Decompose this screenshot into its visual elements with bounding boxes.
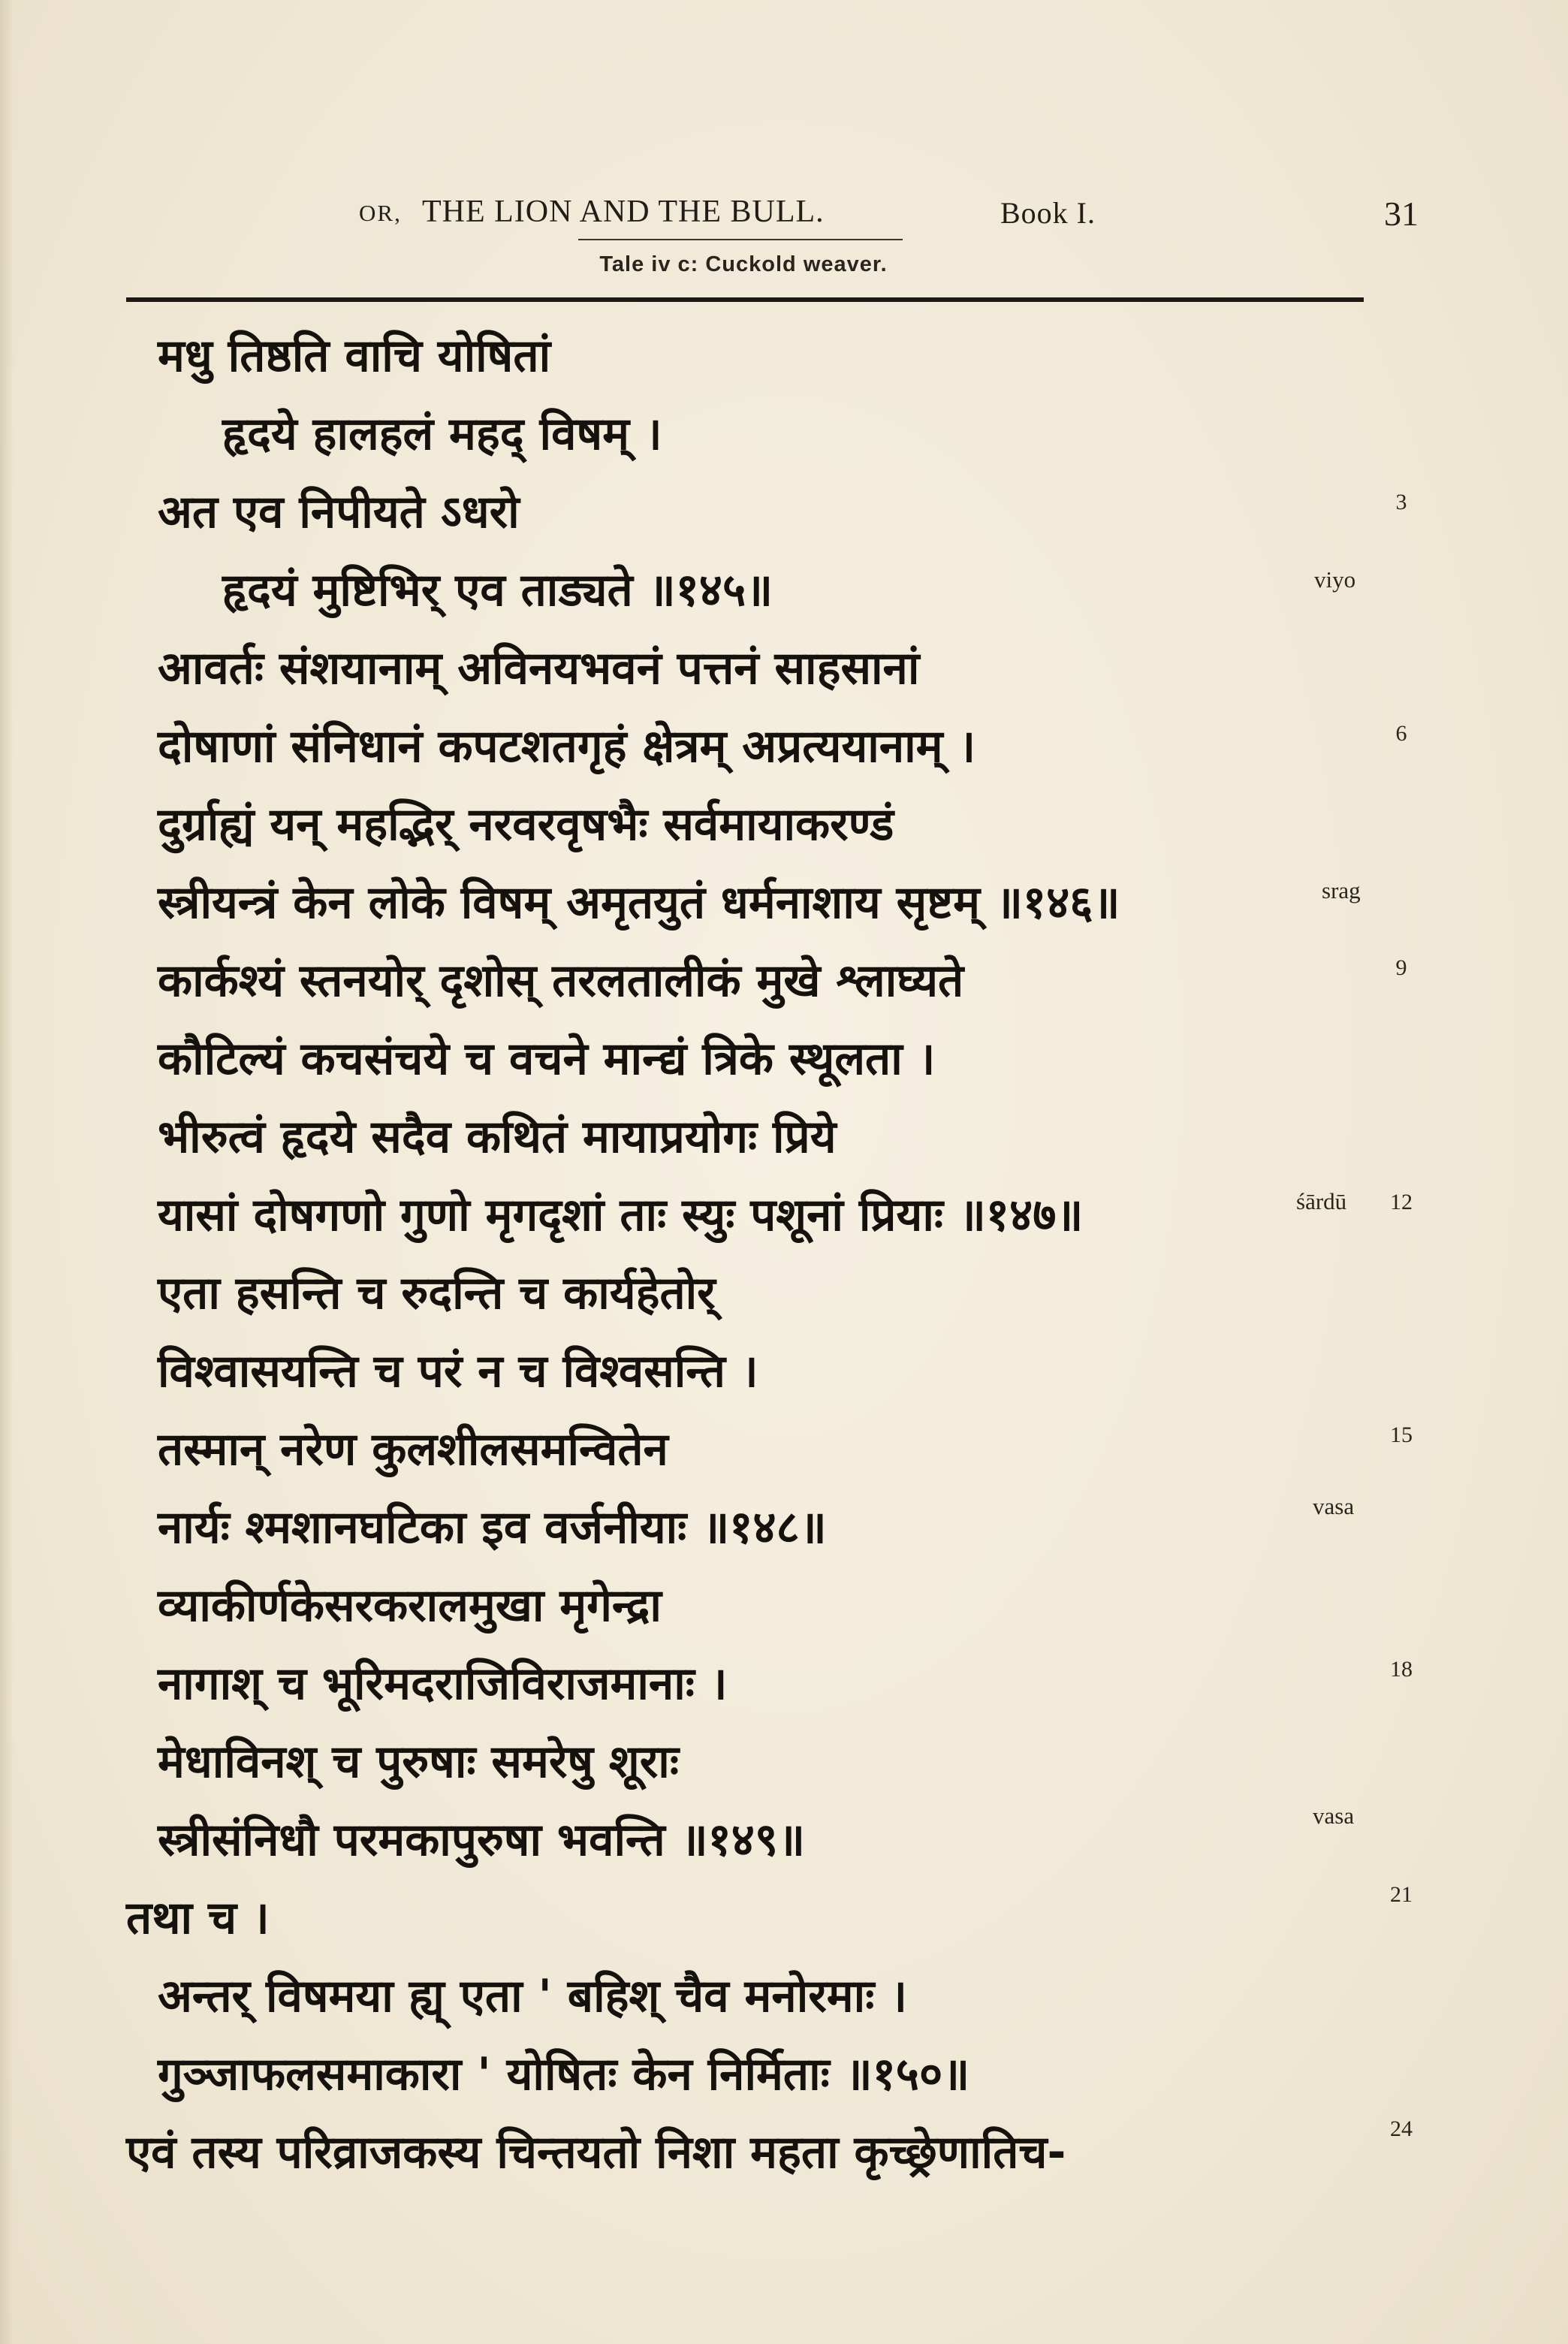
- prose-line: तथा च ।: [126, 1892, 270, 1944]
- metre-label: śārdū: [1296, 1188, 1347, 1214]
- verse-line: नार्यः श्मशानघटिका इव वर्जनीयाः ॥१४८॥: [158, 1501, 827, 1554]
- verse-line: स्त्रीयन्त्रं केन लोके विषम् अमृतयुतं धर्मनाशाय सृष्टम् ॥१४६॥: [158, 876, 1120, 929]
- verse-line: यासां दोषगणो गुणो मृगदृशां ताः स्युः पशूनां प्रियाः ॥१४७॥: [158, 1189, 1084, 1241]
- verse-line: भीरुत्वं हृदये सदैव कथितं मायाप्रयोगः प्रिये: [158, 1111, 837, 1163]
- verse-line: अन्तर् विषमया ह्य् एता ' बहिश् चैव मनोरमाः ।: [158, 1970, 907, 2023]
- verse-line: हृदये हालहलं महद् विषम् ।: [222, 408, 662, 460]
- margin-line-number: 6: [1395, 721, 1407, 746]
- prose-line: एवं तस्य परिव्राजकस्य चिन्तयतो निशा महता कृच्छ्रेणातिच-: [126, 2126, 1066, 2179]
- running-head-prefix: OR,: [359, 200, 402, 226]
- verse-line: नागाश् च भूरिमदराजिविराजमानाः ।: [158, 1658, 728, 1710]
- margin-line-number: 9: [1395, 955, 1407, 980]
- verse-line: तस्मान् नरेण कुलशीलसमन्वितेन: [158, 1423, 668, 1476]
- verse-line: आवर्तः संशयानाम् अविनयभवनं पत्तनं साहसानां: [158, 642, 920, 695]
- verse-line: दोषाणां संनिधानं कपटशतगृहं क्षेत्रम् अप्रत्ययानाम् ।: [158, 720, 976, 773]
- page-number: 31: [1384, 195, 1419, 233]
- verse-line: एता हसन्ति च रुदन्ति च कार्यहेतोर्: [158, 1267, 716, 1320]
- margin-line-number: 21: [1390, 1882, 1413, 1907]
- margin-line-number: 18: [1390, 1657, 1413, 1682]
- running-head-book: Book I.: [1000, 196, 1096, 230]
- margin-line-number: 12: [1390, 1190, 1413, 1214]
- verse-line: कार्कश्यं स्तनयोर् दृशोस् तरलतालीकं मुखे श्लाघ्यते: [158, 955, 964, 1007]
- metre-label: srag: [1322, 877, 1361, 904]
- verse-line: विश्वासयन्ति च परं न च विश्वसन्ति ।: [158, 1345, 758, 1398]
- verse-line: व्याकीर्णकेसरकरालमुखा मृगेन्द्रा: [158, 1579, 662, 1632]
- verse-line: अत एव निपीयते ऽधरो: [158, 486, 520, 538]
- margin-line-number: 3: [1395, 490, 1407, 514]
- metre-label: viyo: [1314, 566, 1356, 593]
- metre-label: vasa: [1313, 1802, 1355, 1829]
- verse-line: मेधाविनश् च पुरुषाः समरेषु शूराः: [158, 1736, 679, 1788]
- verse-line: दुर्ग्राह्यं यन् महद्भिर् नरवरवृषभैः सर्वमायाकरण्डं: [158, 798, 894, 851]
- verse-line: स्त्रीसंनिधौ परमकापुरुषा भवन्ति ॥१४९॥: [158, 1814, 806, 1866]
- margin-line-number: 15: [1390, 1422, 1413, 1447]
- tale-subhead: Tale iv c: Cuckold weaver.: [599, 252, 888, 276]
- running-head-title: THE LION AND THE BULL.: [422, 195, 825, 229]
- verse-line: हृदयं मुष्टिभिर् एव ताड्यते ॥१४५॥: [222, 564, 773, 617]
- verse-line: गुञ्जाफलसमाकारा ' योषितः केन निर्मिताः ॥१५०॥: [158, 2048, 970, 2101]
- margin-line-number: 24: [1390, 2116, 1413, 2141]
- verse-line: मधु तिष्ठति वाचि योषितां: [158, 330, 551, 382]
- metre-label: vasa: [1313, 1493, 1355, 1519]
- verse-line: कौटिल्यं कचसंचये च वचने मान्द्यं त्रिके स्थूलता ।: [158, 1033, 936, 1085]
